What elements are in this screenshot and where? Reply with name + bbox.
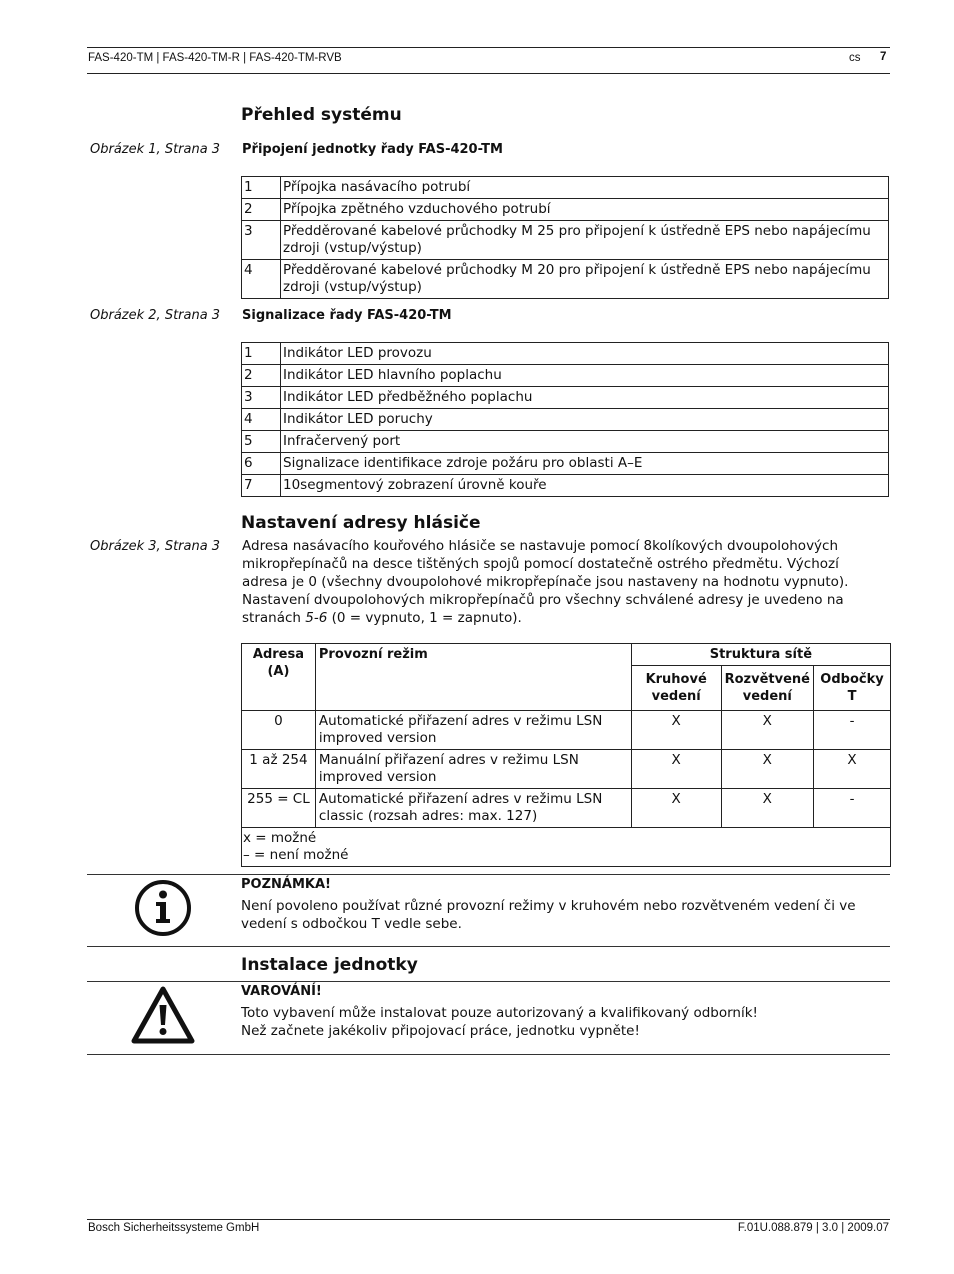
note-top-rule bbox=[87, 874, 890, 875]
row-number: 3 bbox=[242, 387, 281, 409]
column-header-network: Struktura sítě bbox=[631, 644, 890, 666]
note-text: Není povoleno používat různé provozní režimy v kruhovém nebo rozvětveném vedení či ve vedení s odbočkou T vedle sebe. bbox=[241, 898, 856, 932]
table-row bbox=[242, 387, 889, 409]
page-range: 5-6 bbox=[305, 610, 328, 626]
warning-icon bbox=[129, 984, 197, 1046]
table-row bbox=[242, 199, 889, 221]
row-number: 5 bbox=[242, 431, 281, 453]
table-row bbox=[242, 409, 889, 431]
table-row bbox=[242, 343, 889, 365]
table-row bbox=[242, 177, 889, 199]
note-bottom-rule bbox=[87, 946, 890, 947]
table-row bbox=[242, 475, 889, 497]
table-row bbox=[242, 789, 891, 828]
column-header-tee: Odbočky T bbox=[814, 666, 891, 711]
header-language: cs bbox=[849, 52, 861, 64]
legend-possible: x = možné bbox=[243, 830, 317, 846]
footer-document-id: F.01U.088.879 | 3.0 | 2009.07 bbox=[737, 1222, 889, 1234]
column-header-mode: Provozní režim bbox=[315, 644, 631, 711]
figure-2-legend-table bbox=[241, 342, 889, 497]
figure-1-reference: Obrázek 1, Strana 3 bbox=[90, 142, 221, 157]
cell-address: 255 = CL bbox=[242, 789, 316, 828]
row-number: 7 bbox=[242, 475, 281, 497]
row-text: Indikátor LED provozu bbox=[281, 343, 889, 365]
table-row bbox=[242, 431, 889, 453]
header-page-number: 7 bbox=[880, 51, 887, 63]
legend-not-possible: – = není možné bbox=[243, 847, 349, 863]
section-heading-overview: Přehled systému bbox=[241, 105, 402, 125]
table-legend-row bbox=[242, 828, 891, 867]
cell-branch: X bbox=[721, 711, 813, 750]
footer-rule bbox=[87, 1219, 890, 1220]
cell-ring: X bbox=[631, 711, 721, 750]
paragraph-text: Adresa nasávacího kouřového hlásiče se nastavuje pomocí 8kolíkových dvoupolohových mikropřepínačů na desce tištěných spojů pomocí dostatečně ostrého předmětu. Výchozí adresa je 0 (všechny dvoupolohové mikropřepínače jsou nastaveny na hodnotu vypnuto). Nastavení dvoupolohových mikropřepínačů pro všechny schválené adresy je uvedeno na stranách bbox=[242, 538, 849, 626]
table-row bbox=[242, 711, 891, 750]
header-top-rule bbox=[87, 47, 890, 48]
figure-2-reference: Obrázek 2, Strana 3 bbox=[90, 308, 221, 323]
cell-branch: X bbox=[721, 789, 813, 828]
warning-line: Než začnete jakékoliv připojovací práce, jednotku vypněte! bbox=[241, 1023, 640, 1039]
column-header-ring: Kruhové vedení bbox=[631, 666, 721, 711]
paragraph-text: (0 = vypnuto, 1 = zapnuto). bbox=[327, 610, 522, 626]
note-title: POZNÁMKA! bbox=[241, 877, 331, 892]
table-row bbox=[242, 221, 889, 260]
row-text: Signalizace identifikace zdroje požáru pro oblasti A–E bbox=[281, 453, 889, 475]
figure-1-legend-table bbox=[241, 176, 889, 299]
column-header-address: Adresa (A) bbox=[242, 644, 316, 711]
cell-tee: - bbox=[814, 789, 891, 828]
warning-text bbox=[241, 1004, 871, 1040]
cell-branch: X bbox=[721, 750, 813, 789]
section-heading-address: Nastavení adresy hlásiče bbox=[241, 513, 481, 533]
cell-ring: X bbox=[631, 789, 721, 828]
row-text: 10segmentový zobrazení úrovně kouře bbox=[281, 475, 889, 497]
cell-mode: Automatické přiřazení adres v režimu LSN improved version bbox=[315, 711, 631, 750]
row-number: 6 bbox=[242, 453, 281, 475]
row-number: 1 bbox=[242, 343, 281, 365]
figure-3-reference: Obrázek 3, Strana 3 bbox=[90, 539, 221, 554]
row-number: 3 bbox=[242, 221, 281, 260]
row-text: Infračervený port bbox=[281, 431, 889, 453]
cell-address: 0 bbox=[242, 711, 316, 750]
info-icon bbox=[134, 879, 192, 937]
row-text: Přípojka nasávacího potrubí bbox=[281, 177, 889, 199]
cell-mode: Automatické přiřazení adres v režimu LSN classic (rozsah adres: max. 127) bbox=[315, 789, 631, 828]
cell-mode: Manuální přiřazení adres v režimu LSN improved version bbox=[315, 750, 631, 789]
row-text: Předděrované kabelové průchodky M 25 pro připojení k ústředně EPS nebo napájecímu zdroji (vstup/výstup) bbox=[281, 221, 889, 260]
cell-address: 1 až 254 bbox=[242, 750, 316, 789]
warning-bottom-rule bbox=[87, 1054, 890, 1055]
cell-tee: - bbox=[814, 711, 891, 750]
row-number: 4 bbox=[242, 260, 281, 299]
cell-tee: X bbox=[814, 750, 891, 789]
header-bottom-rule bbox=[87, 73, 890, 74]
row-text: Indikátor LED hlavního poplachu bbox=[281, 365, 889, 387]
table-row bbox=[242, 260, 889, 299]
table-legend bbox=[242, 828, 891, 867]
row-number: 1 bbox=[242, 177, 281, 199]
header-product-names: FAS-420-TM | FAS-420-TM-R | FAS-420-TM-RVB bbox=[88, 52, 342, 64]
table-row bbox=[242, 365, 889, 387]
row-number: 2 bbox=[242, 365, 281, 387]
table-header-row bbox=[242, 644, 891, 666]
column-header-branch: Rozvětvené vedení bbox=[721, 666, 813, 711]
warning-top-rule bbox=[87, 981, 890, 982]
figure-2-title: Signalizace řady FAS-420-TM bbox=[242, 308, 452, 323]
row-number: 4 bbox=[242, 409, 281, 431]
row-text: Indikátor LED poruchy bbox=[281, 409, 889, 431]
row-text: Přípojka zpětného vzduchového potrubí bbox=[281, 199, 889, 221]
section-heading-installation: Instalace jednotky bbox=[241, 955, 418, 975]
warning-line: Toto vybavení může instalovat pouze autorizovaný a kvalifikovaný odborník! bbox=[241, 1005, 758, 1021]
address-paragraph bbox=[242, 537, 867, 627]
row-number: 2 bbox=[242, 199, 281, 221]
table-row bbox=[242, 750, 891, 789]
figure-1-title: Připojení jednotky řady FAS-420-TM bbox=[242, 142, 503, 157]
cell-ring: X bbox=[631, 750, 721, 789]
warning-title: VAROVÁNÍ! bbox=[241, 984, 322, 999]
footer-company: Bosch Sicherheitssysteme GmbH bbox=[88, 1222, 260, 1234]
address-mode-table bbox=[241, 643, 891, 867]
row-text: Předděrované kabelové průchodky M 20 pro připojení k ústředně EPS nebo napájecímu zdroji (vstup/výstup) bbox=[281, 260, 889, 299]
row-text: Indikátor LED předběžného poplachu bbox=[281, 387, 889, 409]
table-row bbox=[242, 453, 889, 475]
